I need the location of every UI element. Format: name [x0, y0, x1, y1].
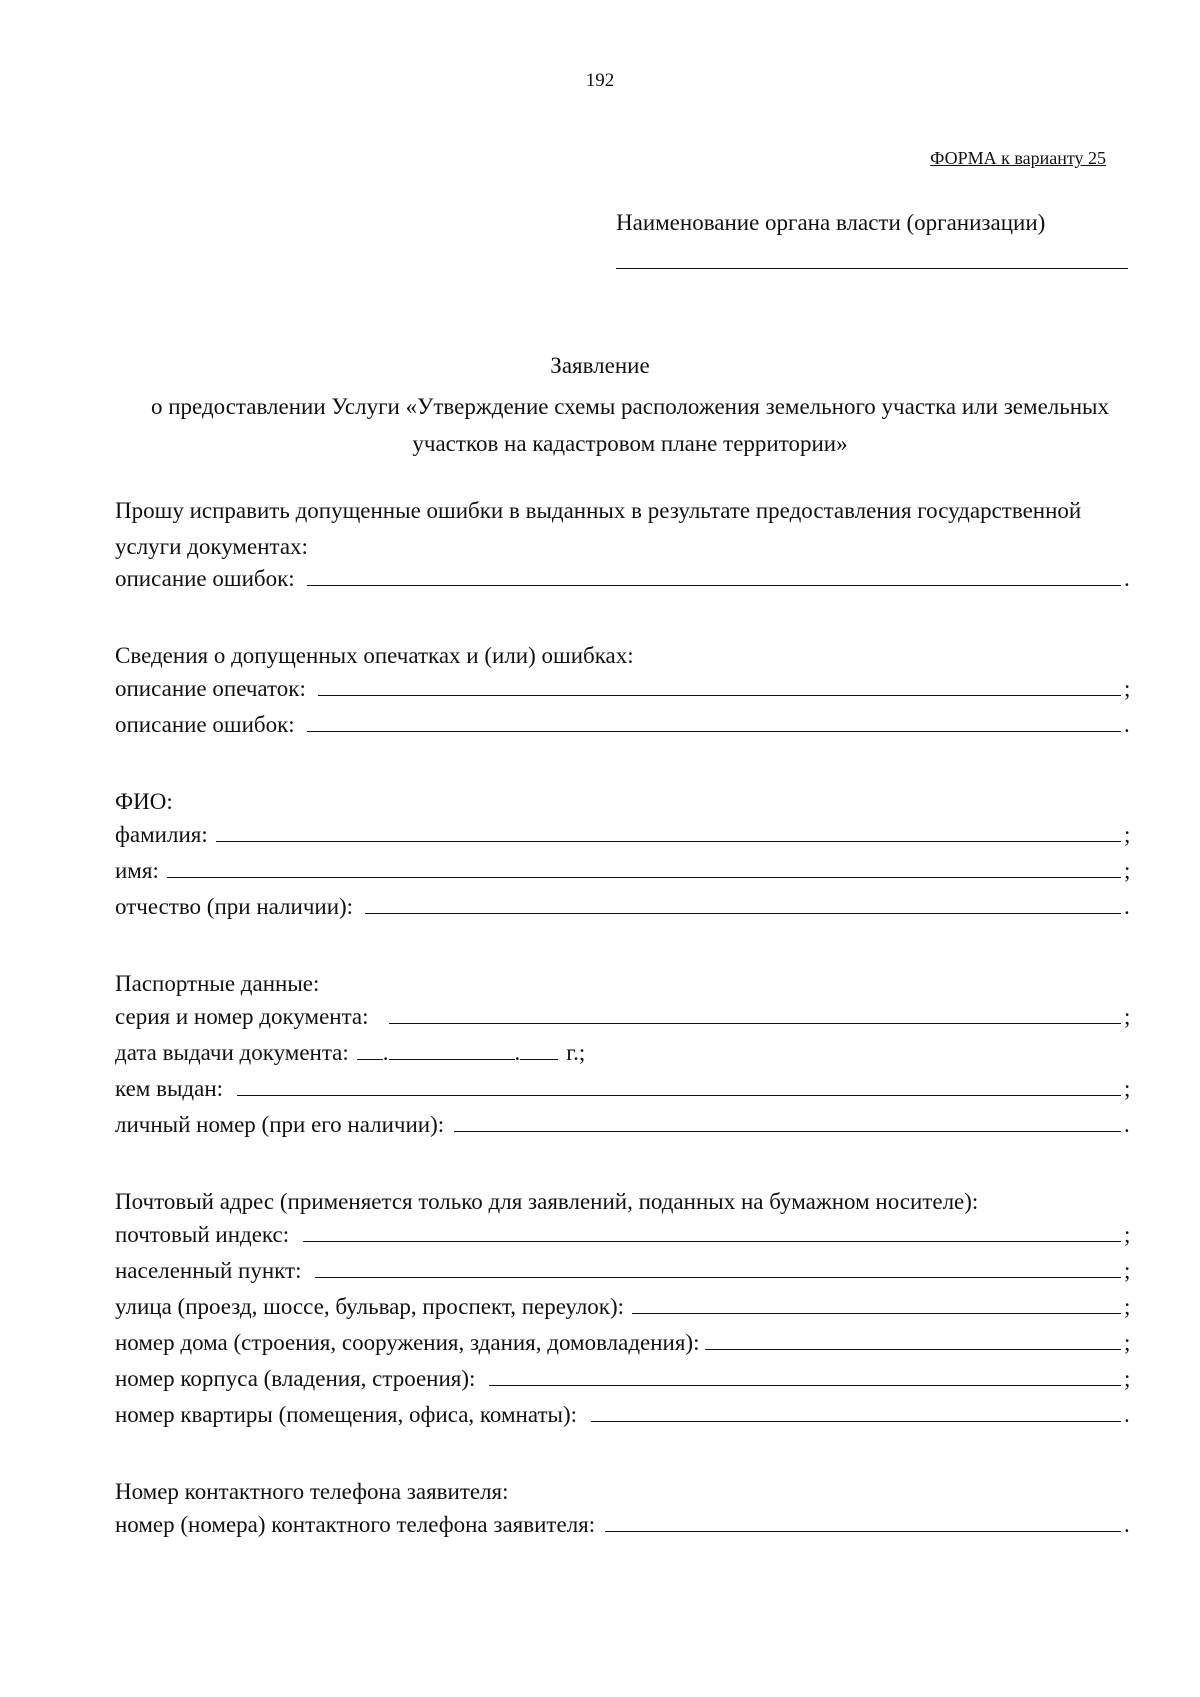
field-label: населенный пункт:	[115, 1258, 302, 1283]
postal-index-row	[115, 1216, 1138, 1248]
field-label: дата выдачи документа:	[115, 1040, 349, 1065]
issued-by-field[interactable]	[237, 1095, 1121, 1096]
errors-description-field[interactable]	[307, 585, 1121, 586]
personal-number-row	[115, 1106, 1138, 1138]
patronymic-row	[115, 888, 1138, 920]
field-end: .	[1124, 1402, 1130, 1427]
request-text-line1: Прошу исправить допущенные ошибки в выданных в результате предоставления государственной	[115, 498, 1082, 523]
street-row	[115, 1288, 1138, 1320]
errors-description-row	[115, 560, 1138, 592]
field-end: .	[1124, 1512, 1130, 1537]
name-row	[115, 852, 1138, 884]
field-end: ;	[1124, 1294, 1131, 1319]
request-text-line2: услуги документах:	[115, 534, 308, 559]
field-label: номер дома (строения, сооружения, здания, домовладения):	[115, 1330, 700, 1355]
document-subtitle: о предоставлении Услуги «Утверждение схемы расположения земельного участка или земельных участков на кадастровом плане территории»	[150, 394, 1109, 456]
issue-year-field[interactable]	[520, 1059, 558, 1060]
field-end: ;	[1124, 676, 1131, 701]
field-end: ;	[1124, 1222, 1131, 1247]
typos-description-field[interactable]	[318, 695, 1121, 696]
year-suffix: г.;	[566, 1040, 586, 1065]
page-number: 192	[585, 70, 615, 91]
field-label: серия и номер документа:	[115, 1004, 369, 1029]
field-end: ;	[1124, 1004, 1131, 1029]
field-label: номер корпуса (владения, строения):	[115, 1366, 476, 1391]
postal-index-field[interactable]	[303, 1241, 1121, 1242]
name-field[interactable]	[167, 877, 1121, 878]
apartment-row	[115, 1396, 1138, 1428]
issue-day-field[interactable]	[357, 1059, 383, 1060]
field-label: имя:	[115, 858, 159, 883]
document-title: Заявление	[550, 353, 650, 378]
issue-date-row	[115, 1034, 585, 1066]
field-label: почтовый индекс:	[115, 1222, 290, 1247]
field-label: личный номер (при его наличии):	[115, 1112, 445, 1137]
field-end: .	[1124, 1112, 1130, 1137]
field-label: кем выдан:	[115, 1076, 224, 1101]
field-label: номер квартиры (помещения, офиса, комнаты):	[115, 1402, 577, 1427]
field-end: .	[1124, 566, 1130, 591]
issue-month-field[interactable]	[389, 1059, 515, 1060]
field-end: ;	[1124, 1330, 1131, 1355]
field-end: ;	[1124, 822, 1131, 847]
form-reference: ФОРМА к варианту 25	[930, 148, 1106, 168]
house-field[interactable]	[705, 1349, 1121, 1350]
apartment-field[interactable]	[591, 1421, 1121, 1422]
typos-errors-description-field[interactable]	[307, 731, 1121, 732]
organization-field[interactable]	[616, 268, 1128, 269]
passport-heading: Паспортные данные:	[115, 971, 320, 996]
field-label: описание ошибок:	[115, 566, 295, 591]
phone-heading: Номер контактного телефона заявителя:	[115, 1479, 509, 1504]
field-end: ;	[1124, 1366, 1131, 1391]
field-end: ;	[1124, 858, 1131, 883]
phone-row	[115, 1506, 1138, 1538]
postal-heading: Почтовый адрес (применяется только для заявлений, поданных на бумажном носителе):	[115, 1189, 979, 1214]
date-separator: .	[514, 1040, 521, 1065]
surname-row	[115, 816, 1138, 848]
field-end: ;	[1124, 1076, 1131, 1101]
typos-errors-description-row	[115, 706, 1138, 738]
organization-caption: Наименование органа власти (организации)	[616, 210, 1046, 235]
field-label: фамилия:	[115, 822, 208, 847]
house-row	[115, 1324, 1138, 1356]
typos-heading: Сведения о допущенных опечатках и (или) ошибках:	[115, 643, 634, 668]
locality-field[interactable]	[315, 1277, 1121, 1278]
issued-by-row	[115, 1070, 1138, 1102]
field-end: .	[1124, 894, 1130, 919]
locality-row	[115, 1252, 1138, 1284]
field-label: улица (проезд, шоссе, бульвар, проспект, переулок):	[115, 1294, 625, 1319]
date-separator: .	[382, 1040, 389, 1065]
field-end: ;	[1124, 1258, 1131, 1283]
doc-series-number-row	[115, 998, 1138, 1030]
personal-number-field[interactable]	[454, 1131, 1121, 1132]
patronymic-field[interactable]	[365, 913, 1121, 914]
field-end: .	[1124, 712, 1130, 737]
field-label: описание ошибок:	[115, 712, 295, 737]
field-label: отчество (при наличии):	[115, 894, 354, 919]
phone-field[interactable]	[605, 1531, 1121, 1532]
field-label: описание опечаток:	[115, 676, 306, 701]
fio-heading: ФИО:	[115, 789, 173, 814]
surname-field[interactable]	[216, 841, 1121, 842]
typos-description-row	[115, 670, 1138, 702]
building-row	[115, 1360, 1138, 1392]
street-field[interactable]	[632, 1313, 1121, 1314]
field-label: номер (номера) контактного телефона заявителя:	[115, 1512, 596, 1537]
building-field[interactable]	[489, 1385, 1121, 1386]
doc-series-number-field[interactable]	[389, 1023, 1121, 1024]
